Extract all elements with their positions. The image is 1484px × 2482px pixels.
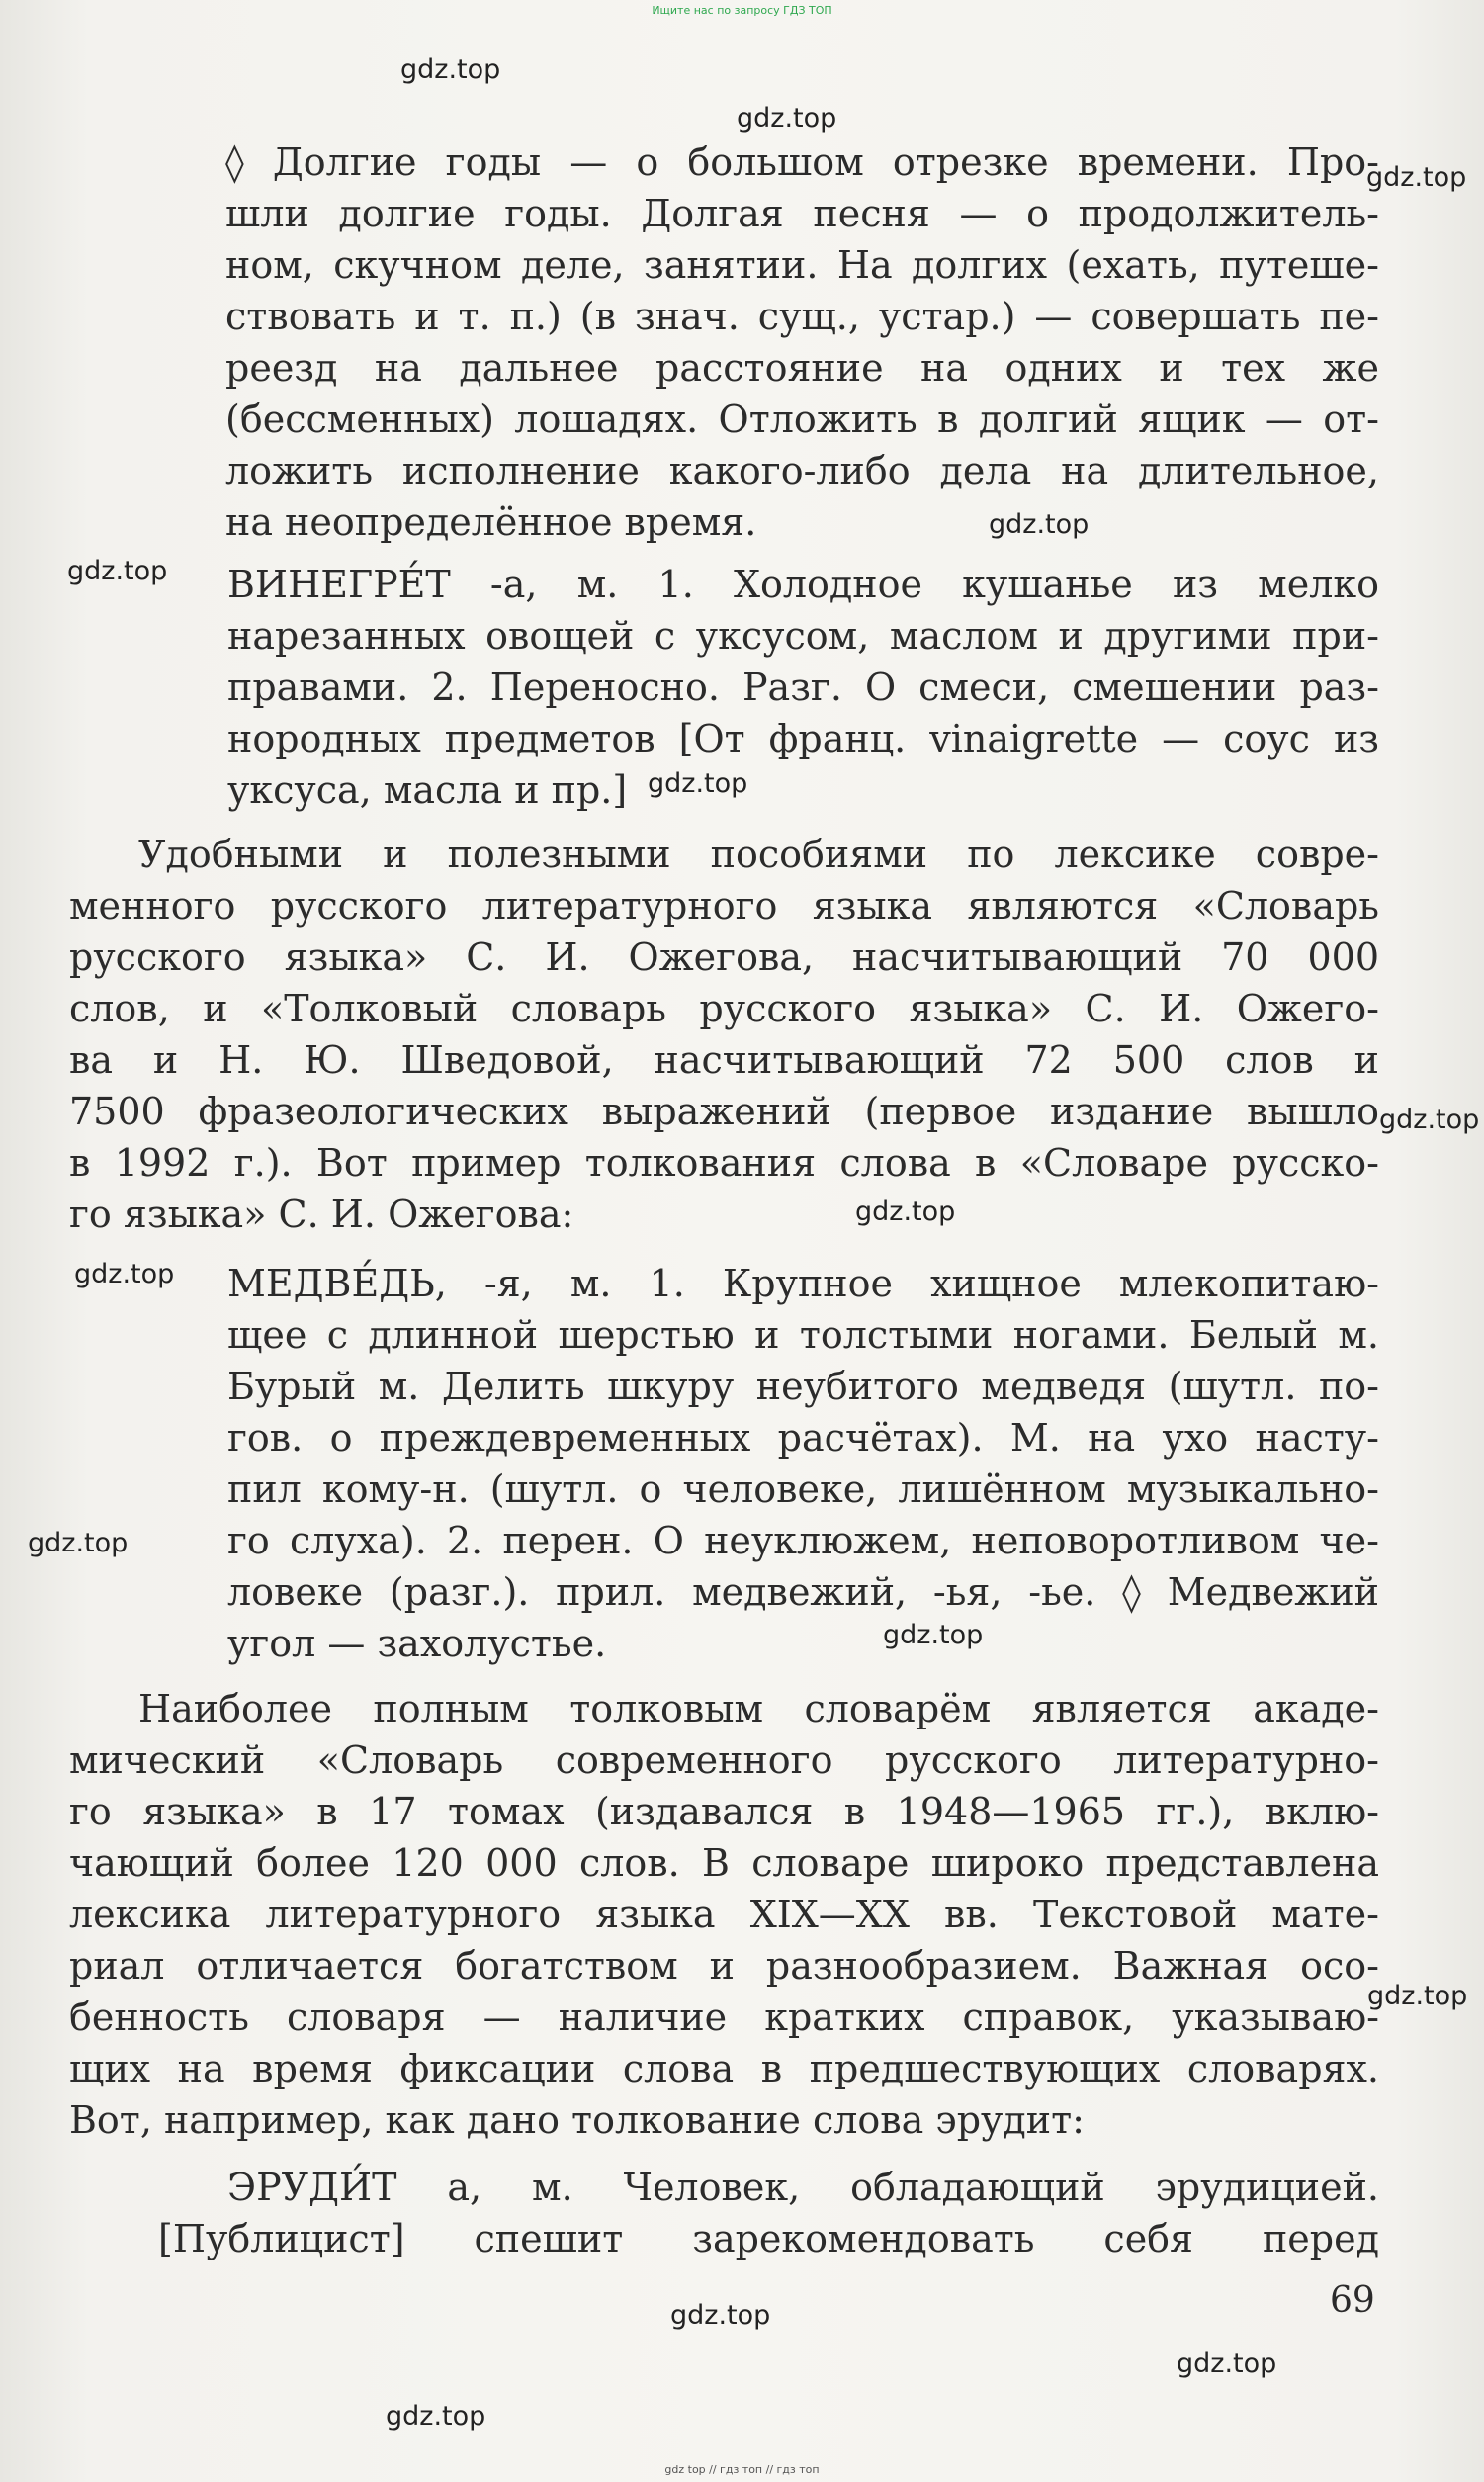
text-line: русского языка» С. И. Ожегова, насчитывающий 70 000 bbox=[69, 935, 1379, 979]
watermark: gdz.top bbox=[74, 1259, 175, 1289]
text-line: ном, скучном деле, занятии. На долгих (ехать, путеше- bbox=[225, 243, 1379, 287]
entry-vinegret: ВИНЕГРЕ́Т -а, м. 1. Холодное кушанье из мелко bbox=[227, 563, 1379, 606]
watermark: gdz.top bbox=[648, 768, 748, 799]
watermark: gdz.top bbox=[1367, 1981, 1468, 2011]
text-line: лексика литературного языка XIX—XX вв. Текстовой мате- bbox=[69, 1893, 1379, 1936]
text-line: слов, и «Толковый словарь русского языка» С. И. Ожего- bbox=[69, 987, 1379, 1030]
text-line: го слуха). 2. перен. О неуклюжем, неповоротливом че- bbox=[227, 1519, 1379, 1562]
watermark: gdz.top bbox=[67, 556, 168, 586]
text-line: пил кому-н. (шутл. о человеке, лишённом музыкально- bbox=[227, 1467, 1379, 1511]
entry-erudit: ЭРУДИ́Т а, м. Человек, обладающий эрудицией. bbox=[227, 2166, 1379, 2209]
page-number: 69 bbox=[1330, 2280, 1375, 2321]
text-line: (бессменных) лошадях. Отложить в долгий ящик — от- bbox=[225, 398, 1379, 441]
watermark: gdz.top bbox=[670, 2300, 771, 2331]
text-line: щее с длинной шерстью и толстыми ногами. Белый м. bbox=[227, 1313, 1379, 1357]
text-line: [Публицист] спешит зарекомендовать себя перед bbox=[158, 2217, 1379, 2260]
watermark: gdz.top bbox=[883, 1620, 984, 1650]
watermark: gdz.top bbox=[1177, 2349, 1277, 2379]
text-line: 7500 фразеологических выражений (первое издание вышло bbox=[69, 1090, 1379, 1133]
entry-medved: МЕДВЕ́ДЬ, -я, м. 1. Крупное хищное млекопитаю- bbox=[227, 1262, 1379, 1305]
text-line: шли долгие годы. Долгая песня — о продолжитель- bbox=[225, 192, 1379, 235]
text-line: Наиболее полным толковым словарём является акаде- bbox=[138, 1687, 1379, 1730]
text-line: го языка» С. И. Ожегова: bbox=[69, 1193, 574, 1236]
text-line: ◊ Долгие годы — о большом отрезке времени. Про- bbox=[225, 140, 1379, 184]
text-line: риал отличается богатством и разнообразием. Важная осо- bbox=[69, 1944, 1379, 1988]
text-line: ложить исполнение какого-либо дела на длительное, bbox=[225, 449, 1379, 492]
watermark: gdz.top bbox=[28, 1528, 129, 1558]
watermark: gdz.top bbox=[737, 103, 837, 133]
text-line: нарезанных овощей с уксусом, маслом и другими при- bbox=[227, 614, 1379, 658]
text-line: правами. 2. Переносно. Разг. О смеси, смешении раз- bbox=[227, 665, 1379, 709]
text-line: угол — захолустье. bbox=[227, 1622, 607, 1665]
text-line: Удобными и полезными пособиями по лексике совре- bbox=[138, 833, 1379, 876]
footer-links[interactable]: gdz top // гдз топ // гдз топ bbox=[664, 2463, 820, 2476]
text-line: реезд на дальнее расстояние на одних и тех же bbox=[225, 346, 1379, 390]
text-line: менного русского литературного языка являются «Словарь bbox=[69, 884, 1379, 928]
text-line: ствовать и т. п.) (в знач. сущ., устар.) — совершать пе- bbox=[225, 295, 1379, 338]
text-line: гов. о преждевременных расчётах). М. на ухо насту- bbox=[227, 1416, 1379, 1460]
watermark: gdz.top bbox=[1366, 162, 1467, 193]
search-banner[interactable]: Ищите нас по запросу ГДЗ ТОП bbox=[652, 4, 832, 17]
watermark: gdz.top bbox=[1379, 1105, 1480, 1135]
text-line: мический «Словарь современного русского литературно- bbox=[69, 1738, 1379, 1782]
watermark: gdz.top bbox=[400, 54, 501, 85]
text-line: в 1992 г.). Вот пример толкования слова в «Словаре русско- bbox=[69, 1141, 1379, 1185]
text-line: уксуса, масла и пр.] bbox=[227, 768, 628, 812]
text-line: бенность словаря — наличие кратких справок, указываю- bbox=[69, 1995, 1379, 2039]
text-line: чающий более 120 000 слов. В словаре широко представлена bbox=[69, 1841, 1379, 1885]
watermark: gdz.top bbox=[855, 1197, 956, 1227]
watermark: gdz.top bbox=[989, 509, 1090, 540]
text-line: нородных предметов [От франц. vinaigrette — соус из bbox=[227, 717, 1379, 760]
text-line: Вот, например, как дано толкование слова эрудит: bbox=[69, 2098, 1085, 2142]
text-line: го языка» в 17 томах (издавался в 1948—1965 гг.), вклю- bbox=[69, 1790, 1379, 1833]
text-line: Бурый м. Делить шкуру неубитого медведя (шутл. по- bbox=[227, 1365, 1379, 1408]
watermark: gdz.top bbox=[386, 2401, 486, 2432]
text-line: ловеке (разг.). прил. медвежий, -ья, -ье. ◊ Медвежий bbox=[227, 1570, 1379, 1614]
text-line: ва и Н. Ю. Шведовой, насчитывающий 72 500 слов и bbox=[69, 1038, 1379, 1082]
text-line: щих на время фиксации слова в предшествующих словарях. bbox=[69, 2047, 1379, 2090]
text-line: на неопределённое время. bbox=[225, 500, 757, 544]
